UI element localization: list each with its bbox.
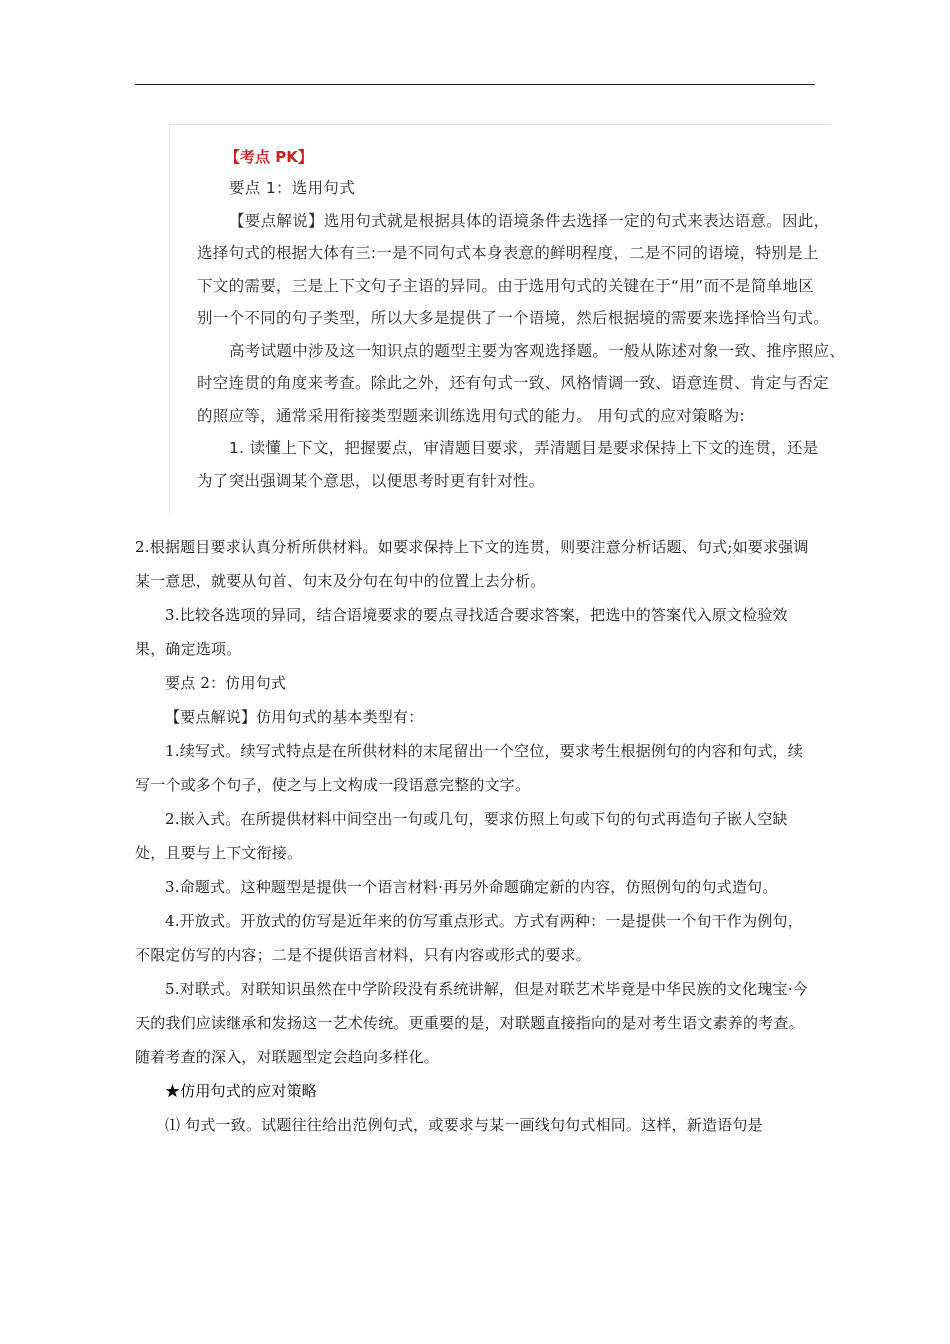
paragraph: 5.对联式。对联知识虽然在中学阶段没有系统讲解，但是对联艺术毕竟是中华民族的文化瑰宝·今天的我们应读继承和发扬这一艺术传统。更重要的是，对联题直接指向的是对考生语文素养的考查。随着考查的深入，对联题型定会趋向多样化。 — [135, 980, 808, 1066]
document-body — [135, 530, 817, 1142]
inset-line: 高考试题中涉及这一知识点的题型主要为客观选择题。一般从陈述对象一致、推序照应、 — [229, 341, 846, 360]
inset-border-top — [170, 124, 830, 125]
paragraph: 3.命题式。这种题型是提供一个语言材料·再另外命题确定新的内容，仿照例句的句式造句。 — [165, 878, 778, 896]
inset-line: 选择句式的根据大体有三:一是不同句式本身表意的鲜明程度，二是不同的语境，特别是上 — [197, 244, 819, 262]
inset-line: 1. 读懂上下文，把握要点，审清题目要求，弄清题目是要求保持上下文的连贯，还是 — [229, 439, 819, 457]
section-heading: 要点 2：仿用句式 — [165, 674, 287, 692]
inset-line: 【要点解说】选用句式就是根据具体的语境条件去选择一定的句式来表达语意。因此， — [229, 211, 830, 230]
inset-border-left — [169, 124, 170, 514]
paragraph: 2.嵌入式。在所提供材料中间空出一句或几句，要求仿照上句或下句的句式再造句子嵌人空缺处，且要与上下文衔接。 — [135, 810, 788, 862]
paragraph: ⑴ 句式一致。试题往往给出范例句式，或要求与某一画线句句式相同。这样，新造语句是 — [165, 1116, 763, 1134]
strategy-heading: ★仿用句式的应对策略 — [165, 1082, 318, 1100]
paragraph: 3.比较各选项的异同，结合语境要求的要点寻找适合要求答案，把选中的答案代入原文检验效果，确定选项。 — [135, 606, 788, 658]
inset-line: 别一个不同的句子类型，所以大多是提供了一个语境，然后根据境的需要来选择恰当句式。 — [197, 309, 830, 327]
header-rule — [135, 84, 815, 85]
kaodian-pk-tag: 【考点 PK】 — [225, 148, 313, 166]
inset-line: 的照应等，通常采用衔接类型题来训练选用句式的能力。 用句式的应对策略为: — [197, 406, 745, 425]
paragraph: 2.根据题目要求认真分析所供材料。如要求保持上下文的连贯，则要注意分析话题、句式;如要求强调某一意思，就要从句首、句末及分句在句中的位置上去分析。 — [135, 538, 809, 590]
inset-image-block — [197, 144, 846, 497]
inset-line: 下文的需要，三是上下文句子主语的异同。由于选用句式的关键在于“用”而不是简单地区 — [197, 276, 815, 295]
paragraph: 4.开放式。开放式的仿写是近年来的仿写重点形式。方式有两种：一是提供一个旬干作为例句，不限定仿写的内容；二是不提供语言材料，只有内容或形式的要求。 — [135, 912, 803, 964]
paragraph: 【要点解说】仿用句式的基本类型有： — [165, 708, 424, 726]
paragraph: 1.续写式。续写式特点是在所供材料的末尾留出一个空位，要求考生根据例句的内容和句式，续写一个或多个句子，使之与上文构成一段语意完整的文字。 — [135, 742, 803, 794]
inset-line: 为了突出强调某个意思，以便思考时更有针对性。 — [197, 471, 545, 490]
point1-heading: 要点 1：选用句式 — [229, 179, 355, 197]
inset-line: 时空连贯的角度来考查。除此之外，还有句式一致、风格情调一致、语意连贯、肯定与否定 — [197, 374, 830, 392]
